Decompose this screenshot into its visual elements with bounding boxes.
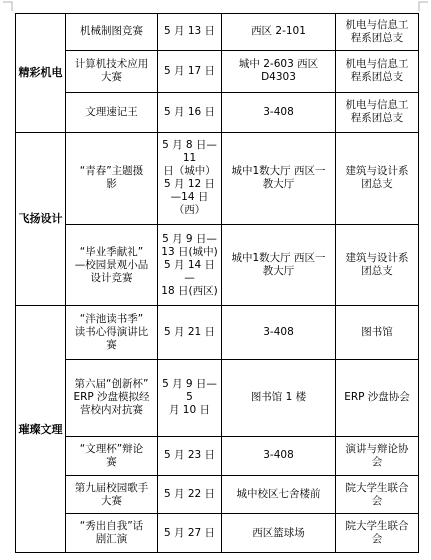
event-venue-cell <box>222 306 336 360</box>
event-date-cell <box>158 225 222 306</box>
event-name-cell <box>66 14 158 51</box>
table-row <box>16 436 419 476</box>
table-row <box>16 476 419 514</box>
event-venue-cell <box>222 514 336 553</box>
event-name-cell <box>66 514 158 553</box>
event-name-cell <box>66 225 158 306</box>
cell-text-line: 3-408 <box>263 105 294 118</box>
category-label: 飞扬设计 <box>18 212 63 226</box>
event-date-cell <box>158 50 222 92</box>
table-row <box>16 50 419 92</box>
event-venue-cell <box>222 14 336 51</box>
event-venue-cell <box>222 92 336 132</box>
cell-text-line: 机电与信息工 <box>345 58 409 71</box>
cell-text-line: ERP 沙盘协会 <box>344 391 410 404</box>
schedule-table <box>15 13 419 553</box>
event-venue-cell <box>222 476 336 514</box>
event-name-cell <box>66 359 158 436</box>
cell-text-line: ERP 沙盘模拟经 <box>73 391 150 404</box>
event-date-cell <box>158 514 222 553</box>
event-name-cell <box>66 92 158 132</box>
event-date-cell <box>158 436 222 476</box>
cell-text-line: 3-408 <box>263 326 294 339</box>
cell-text-line: 院大学生联合 <box>345 520 409 533</box>
cell-text-line: 教大厅 <box>262 178 295 191</box>
cell-text-line: 大赛 <box>101 494 122 507</box>
cell-text-line: 院大学生联合 <box>345 481 409 494</box>
category-cell <box>16 132 66 306</box>
cell-text-line: 赛 <box>106 339 117 352</box>
event-venue-cell <box>222 436 336 476</box>
cell-text-line: 大赛 <box>101 71 122 84</box>
event-name-cell <box>66 436 158 476</box>
event-organizer-cell <box>336 514 419 553</box>
cell-text-line: 读书心得演讲比 <box>74 326 149 339</box>
table-row <box>16 132 419 225</box>
event-venue-cell <box>222 225 336 306</box>
cell-text-line: 月 10 日 <box>168 404 211 417</box>
cell-text-line: 城中校区七舍楼前 <box>236 488 321 501</box>
cell-text-line: 5 月 8 日—11 <box>162 139 217 165</box>
cell-text-line: 日（城中） <box>163 165 216 178</box>
cell-text-line: 西区 2-101 <box>251 25 306 38</box>
cell-text-line: 城中1数大厅 西区一 <box>231 165 326 178</box>
cell-text-line: 会 <box>371 494 383 507</box>
cell-text-line: “青春”主题摄 <box>79 165 144 178</box>
cell-text-line: D4303 <box>261 71 296 84</box>
cell-text-line: 西区篮球场 <box>252 526 305 539</box>
cell-text-line: 剧汇演 <box>95 533 128 546</box>
cell-text-line: 会 <box>371 533 383 546</box>
cell-text-line: 城中1数大厅 西区一 <box>231 252 326 265</box>
cell-text-line: 营校内对抗赛 <box>80 404 143 417</box>
event-venue-cell <box>222 50 336 92</box>
cell-text-line: 5 月 23 日 <box>163 449 216 462</box>
cell-text-line: 机电与信息工 <box>345 99 409 112</box>
event-venue-cell <box>222 359 336 436</box>
cell-text-line: 设计竞赛 <box>90 271 133 284</box>
activity-schedule <box>15 13 418 553</box>
cell-text-line: 会 <box>371 455 383 468</box>
table-row <box>16 14 419 51</box>
cell-text-line: 5 月 13 日 <box>163 25 216 38</box>
event-organizer-cell <box>336 436 419 476</box>
event-organizer-cell <box>336 92 419 132</box>
event-organizer-cell <box>336 306 419 360</box>
event-organizer-cell <box>336 14 419 51</box>
cell-text-line: 演讲与辩论协 <box>345 442 409 455</box>
cell-text-line: 赛 <box>106 455 117 468</box>
category-label: 精彩机电 <box>18 66 63 80</box>
cell-text-line: 影 <box>106 178 117 191</box>
event-organizer-cell <box>336 225 419 306</box>
cell-text-line: 建筑与设计系 <box>345 165 409 178</box>
cell-text-line: 计算机技术应用 <box>74 58 149 71</box>
cell-text-line: 程系团总支 <box>350 31 404 44</box>
cell-text-line: 城中 2-603 西区 <box>238 58 319 71</box>
table-row <box>16 225 419 306</box>
event-name-cell <box>66 306 158 360</box>
event-date-cell <box>158 476 222 514</box>
cell-text-line: —校园景观小品 <box>74 258 149 271</box>
cell-text-line: 团总支 <box>361 265 393 278</box>
cell-text-line: 文理速记王 <box>85 105 138 118</box>
cell-text-line: “毕业季献礼” <box>79 245 144 258</box>
category-cell <box>16 14 66 133</box>
cell-text-line: “秀出自我”话 <box>79 520 144 533</box>
cell-text-line: “文理杯”辩论 <box>79 442 144 455</box>
event-organizer-cell <box>336 132 419 225</box>
category-label: 璀璨文理 <box>18 422 63 436</box>
table-row <box>16 514 419 553</box>
event-organizer-cell <box>336 359 419 436</box>
cell-text-line: 5 月 9 日—5 <box>162 378 217 404</box>
event-date-cell <box>158 132 222 225</box>
cell-text-line: 教大厅 <box>262 265 295 278</box>
cell-text-line: 5 月 12 日 <box>163 178 216 191</box>
category-cell <box>16 306 66 553</box>
cell-text-line: 程系团总支 <box>350 71 404 84</box>
cell-text-line: 5 月 22 日 <box>163 488 216 501</box>
cell-text-line: 5 月 17 日 <box>163 64 216 77</box>
event-name-cell <box>66 132 158 225</box>
cell-text-line: “泮池读书季” <box>79 313 144 326</box>
cell-text-line: 5 月 21 日 <box>163 326 216 339</box>
event-date-cell <box>158 92 222 132</box>
event-name-cell <box>66 476 158 514</box>
cell-text-line: 图书馆 1 楼 <box>250 391 307 404</box>
cell-text-line: 第六届“创新杯” <box>74 378 149 391</box>
cell-text-line: 图书馆 <box>361 326 393 339</box>
cell-text-line: 机电与信息工 <box>345 18 409 31</box>
cell-text-line: 建筑与设计系 <box>345 252 409 265</box>
cell-text-line: 程系团总支 <box>350 112 404 125</box>
event-organizer-cell <box>336 50 419 92</box>
table-row <box>16 359 419 436</box>
cell-text-line: 5 月 16 日 <box>163 105 216 118</box>
cell-text-line: 18 日(西区) <box>161 284 218 297</box>
event-organizer-cell <box>336 476 419 514</box>
cell-text-line: 5 月 14 日— <box>163 258 216 284</box>
cell-text-line: 第九届校园歌手 <box>74 481 149 494</box>
cell-text-line: 13 日(城中) <box>161 245 218 258</box>
table-row <box>16 92 419 132</box>
cell-text-line: —14 日（西） <box>170 191 209 217</box>
event-date-cell <box>158 14 222 51</box>
cell-text-line: 5 月 9 日— <box>162 232 217 245</box>
table-row <box>16 306 419 360</box>
cell-text-line: 3-408 <box>263 449 294 462</box>
cell-text-line: 5 月 27 日 <box>163 526 216 539</box>
event-venue-cell <box>222 132 336 225</box>
cell-text-line: 机械制图竞赛 <box>80 25 143 38</box>
event-date-cell <box>158 306 222 360</box>
event-date-cell <box>158 359 222 436</box>
cell-text-line: 团总支 <box>361 178 393 191</box>
event-name-cell <box>66 50 158 92</box>
